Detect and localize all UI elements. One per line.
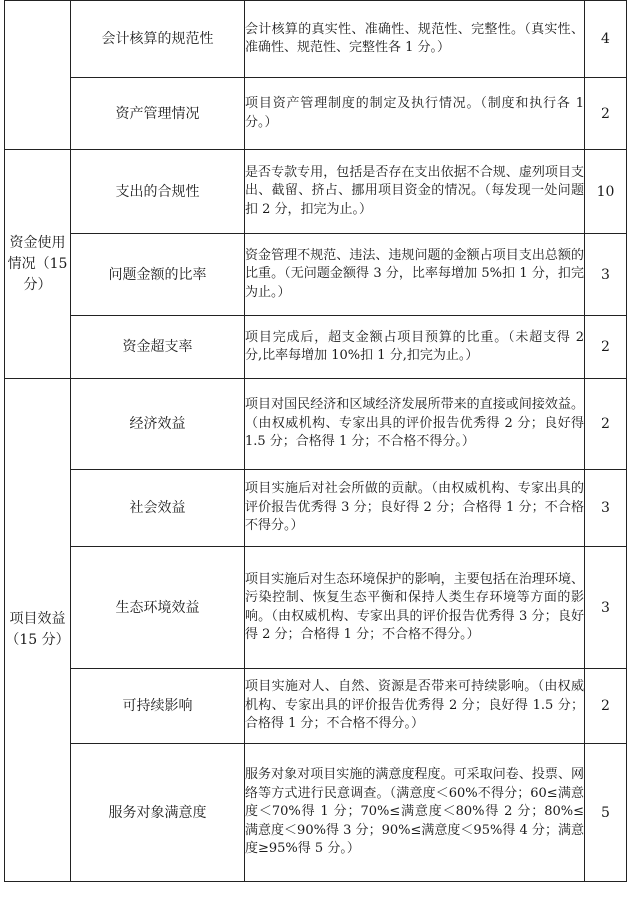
score-cell: 4 bbox=[585, 1, 627, 78]
item-cell: 资产管理情况 bbox=[71, 78, 245, 150]
table-row bbox=[5, 744, 627, 882]
item-cell: 资金超支率 bbox=[71, 316, 245, 379]
table-row bbox=[5, 234, 627, 316]
description-cell: 是否专款专用，包括是否存在支出依据不合规、虚列项目支出、截留、挤占、挪用项目资金的情况。（每发现一处问题扣 2 分，扣完为止。） bbox=[245, 150, 585, 234]
table-row bbox=[5, 669, 627, 744]
score-cell: 2 bbox=[585, 379, 627, 470]
score-cell: 3 bbox=[585, 470, 627, 547]
evaluation-table bbox=[4, 0, 627, 882]
score-cell: 2 bbox=[585, 78, 627, 150]
description-cell: 项目完成后，超支金额占项目预算的比重。（未超支得 2 分,比率每增加 10%扣 1 分,扣完为止。） bbox=[245, 316, 585, 379]
item-cell: 社会效益 bbox=[71, 470, 245, 547]
item-cell: 问题金额的比率 bbox=[71, 234, 245, 316]
description-cell: 服务对象对项目实施的满意度程度。可采取问卷、投票、网络等方式进行民意调查。（满意度＜60%不得分；60≤满意度＜70%得 1 分；70%≤满意度＜80%得 2 分；80%≤满意度＜90%得 3 分；90%≤满意度＜95%得 4 分；满意度≥95%得 5 分。） bbox=[245, 744, 585, 882]
table-row bbox=[5, 150, 627, 234]
description-cell: 会计核算的真实性、准确性、规范性、完整性。（真实性、准确性、规范性、完整性各 1 分。） bbox=[245, 1, 585, 78]
description-cell: 项目实施后对生态环境保护的影响，主要包括在治理环境、污染控制、恢复生态平衡和保持人类生存环境等方面的影响。（由权威机构、专家出具的评价报告优秀得 3 分；良好得 2 分；合格得 1 分；不合格不得分。） bbox=[245, 547, 585, 669]
description-cell: 资金管理不规范、违法、违规问题的金额占项目支出总额的比重。（无问题金额得 3 分，比率每增加 5%扣 1 分，扣完为止。） bbox=[245, 234, 585, 316]
description-cell: 项目资产管理制度的制定及执行情况。（制度和执行各 1 分。） bbox=[245, 78, 585, 150]
table-row bbox=[5, 1, 627, 78]
table-row bbox=[5, 470, 627, 547]
score-cell: 3 bbox=[585, 234, 627, 316]
item-cell: 支出的合规性 bbox=[71, 150, 245, 234]
table-row bbox=[5, 78, 627, 150]
description-cell: 项目对国民经济和区域经济发展所带来的直接或间接效益。（由权威机构、专家出具的评价报告优秀得 2 分；良好得 1.5 分；合格得 1 分；不合格不得分。） bbox=[245, 379, 585, 470]
score-cell: 10 bbox=[585, 150, 627, 234]
category-cell: 资金使用情况（15 分） bbox=[5, 150, 71, 379]
description-cell: 项目实施对人、自然、资源是否带来可持续影响。（由权威机构、专家出具的评价报告优秀得 2 分；良好得 1.5 分；合格得 1 分；不合格不得分。） bbox=[245, 669, 585, 744]
score-cell: 3 bbox=[585, 547, 627, 669]
table-row bbox=[5, 379, 627, 470]
score-cell: 5 bbox=[585, 744, 627, 882]
category-cell bbox=[5, 1, 71, 150]
description-cell: 项目实施后对社会所做的贡献。（由权威机构、专家出具的评价报告优秀得 3 分；良好得 2 分；合格得 1 分；不合格不得分。） bbox=[245, 470, 585, 547]
table-row bbox=[5, 316, 627, 379]
category-cell: 项目效益（15 分） bbox=[5, 379, 71, 882]
score-cell: 2 bbox=[585, 316, 627, 379]
table-row bbox=[5, 547, 627, 669]
item-cell: 会计核算的规范性 bbox=[71, 1, 245, 78]
item-cell: 生态环境效益 bbox=[71, 547, 245, 669]
item-cell: 可持续影响 bbox=[71, 669, 245, 744]
score-cell: 2 bbox=[585, 669, 627, 744]
item-cell: 服务对象满意度 bbox=[71, 744, 245, 882]
item-cell: 经济效益 bbox=[71, 379, 245, 470]
